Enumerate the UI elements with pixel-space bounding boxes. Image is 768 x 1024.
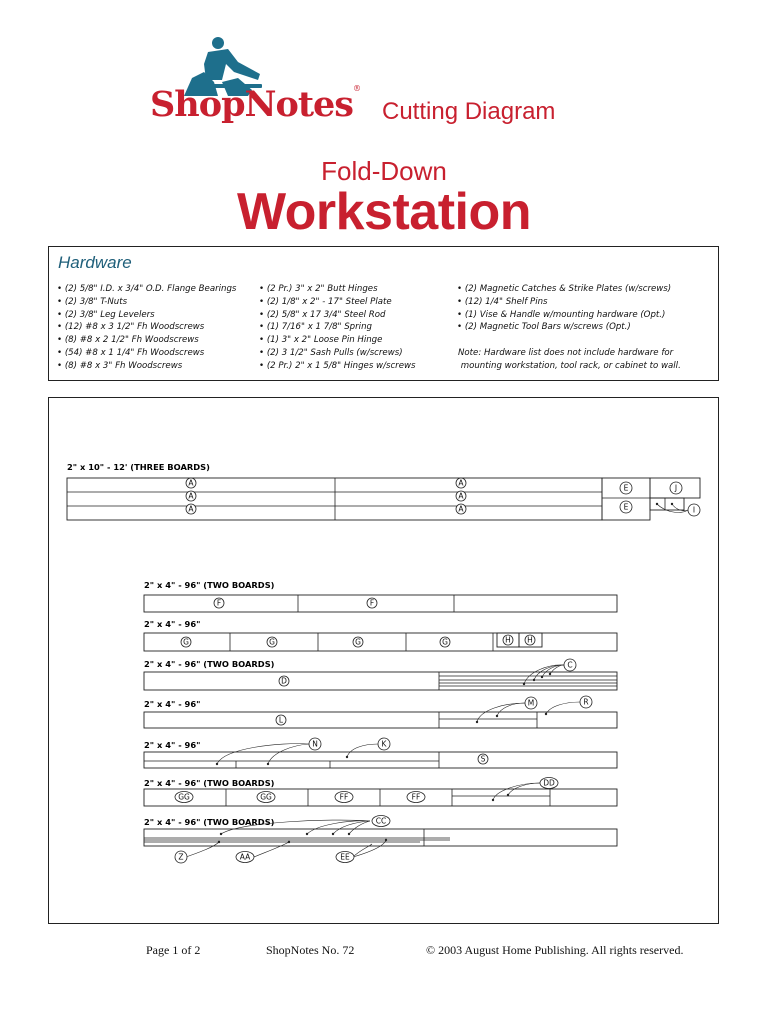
board-g	[144, 633, 617, 651]
part-ff	[407, 792, 425, 803]
board-label: 2" x 4" - 96" (TWO BOARDS)	[144, 580, 275, 590]
svg-text:DD: DD	[543, 778, 555, 788]
svg-text:A: A	[188, 478, 194, 488]
part-h	[525, 635, 535, 645]
part-gg	[175, 792, 193, 803]
svg-text:CC: CC	[375, 816, 387, 826]
board-2x10	[67, 478, 700, 520]
board-label: 2" x 4" - 96"	[144, 740, 201, 750]
part-ee	[336, 852, 354, 863]
part-e	[620, 482, 632, 494]
part-g	[440, 637, 450, 647]
svg-text:A: A	[188, 491, 194, 501]
list-item: • (1) 7/16" x 1 7/8" Spring	[259, 322, 372, 333]
svg-text:FF: FF	[339, 792, 349, 802]
list-item: • (2) 1/8" x 2" - 17" Steel Plate	[259, 296, 392, 307]
list-item: • (2) Magnetic Catches & Strike Plates (w/screws)	[457, 284, 672, 294]
part-aa	[236, 852, 254, 863]
list-item: • (8) #8 x 2 1/2" Fh Woodscrews	[57, 335, 199, 346]
part-z	[175, 851, 187, 863]
hardware-note: Note: Hardware list does not include hardware for mounting workstation, tool rack, or cabinet to wall.	[458, 348, 681, 371]
svg-text:D: D	[281, 676, 287, 686]
part-r	[580, 696, 592, 708]
hardware-title: Hardware	[58, 253, 132, 272]
list-item: • (54) #8 x 1 1/4" Fh Woodscrews	[57, 347, 205, 358]
svg-text:G: G	[269, 637, 275, 647]
part-a	[186, 491, 196, 501]
board-d	[144, 672, 617, 690]
logo-text: ShopNotes	[150, 84, 354, 125]
svg-text:K: K	[381, 739, 387, 749]
board-label: 2" x 4" - 96"	[144, 619, 201, 629]
copyright: © 2003 August Home Publishing. All rights reserved.	[426, 943, 684, 957]
svg-text:A: A	[458, 504, 464, 514]
registered-mark: ®	[353, 84, 361, 93]
svg-text:G: G	[355, 637, 361, 647]
part-cc	[372, 816, 390, 827]
board-label: 2" x 4" - 96" (TWO BOARDS)	[144, 778, 275, 788]
part-m	[525, 697, 537, 709]
list-item: • (8) #8 x 3" Fh Woodscrews	[57, 360, 183, 371]
svg-text:FF: FF	[411, 792, 421, 802]
title-line-1: Fold-Down	[321, 156, 447, 186]
svg-text:EE: EE	[340, 852, 350, 862]
part-s	[478, 754, 488, 764]
list-item: • (2) 3 1/2" Sash Pulls (w/screws)	[259, 347, 403, 358]
part-a	[456, 504, 466, 514]
board-cc	[144, 829, 617, 846]
list-item: • (2 Pr.) 2" x 1 5/8" Hinges w/screws	[259, 360, 416, 371]
svg-text:AA: AA	[239, 852, 251, 862]
board-label: 2" x 4" - 96"	[144, 699, 201, 709]
svg-text:C: C	[567, 660, 573, 670]
part-j	[670, 482, 682, 494]
part-g	[353, 637, 363, 647]
svg-text:G: G	[442, 637, 448, 647]
part-k	[378, 738, 390, 750]
svg-text:I: I	[692, 505, 696, 515]
board-gg-ff	[144, 789, 617, 806]
part-gg	[257, 792, 275, 803]
part-d	[279, 676, 289, 686]
list-item: • (1) Vise & Handle w/mounting hardware (Opt.)	[457, 309, 666, 320]
svg-text:N: N	[312, 739, 318, 749]
svg-text:E: E	[623, 502, 629, 512]
svg-text:S: S	[480, 754, 486, 764]
part-a	[456, 491, 466, 501]
part-l	[276, 715, 286, 725]
svg-text:H: H	[505, 635, 511, 645]
part-c	[564, 659, 576, 671]
svg-text:A: A	[458, 478, 464, 488]
svg-text:J: J	[674, 483, 678, 493]
part-dd	[540, 778, 558, 789]
board-label: 2" x 4" - 96" (TWO BOARDS)	[144, 817, 275, 827]
svg-text:A: A	[188, 504, 194, 514]
svg-text:A: A	[458, 491, 464, 501]
svg-text:F: F	[216, 598, 222, 608]
list-item: • (12) 1/4" Shelf Pins	[457, 296, 548, 307]
svg-text:E: E	[623, 483, 629, 493]
page-title: Workstation	[236, 183, 531, 241]
page-number: Page 1 of 2	[146, 943, 201, 957]
svg-text:R: R	[583, 697, 589, 707]
list-item: • (2) Magnetic Tool Bars w/screws (Opt.)	[457, 322, 631, 333]
svg-text:GG: GG	[178, 792, 190, 802]
part-e	[620, 501, 632, 513]
svg-text:GG: GG	[260, 792, 272, 802]
part-a	[186, 504, 196, 514]
list-item: • (12) #8 x 3 1/2" Fh Woodscrews	[57, 322, 205, 333]
part-i	[688, 504, 700, 516]
svg-text:H: H	[527, 635, 533, 645]
part-a	[186, 478, 196, 488]
part-h	[503, 635, 513, 645]
list-item: • (2) 5/8" x 17 3/4" Steel Rod	[259, 309, 386, 320]
list-item: • (2) 3/8" T-Nuts	[57, 296, 128, 307]
board-s	[144, 752, 617, 768]
list-item: • (2) 5/8" I.D. x 3/4" O.D. Flange Bearings	[57, 284, 237, 294]
part-f	[367, 598, 377, 608]
list-item: • (1) 3" x 2" Loose Pin Hinge	[259, 335, 383, 346]
part-n	[309, 738, 321, 750]
issue-number: ShopNotes No. 72	[266, 943, 355, 957]
svg-text:L: L	[278, 715, 284, 725]
list-item: • (2 Pr.) 3" x 2" Butt Hinges	[259, 284, 378, 294]
board-label: 2" x 4" - 96" (TWO BOARDS)	[144, 659, 275, 669]
part-ff	[335, 792, 353, 803]
list-item: • (2) 3/8" Leg Levelers	[57, 309, 155, 320]
board-label: 2" x 10" - 12' (THREE BOARDS)	[67, 462, 210, 472]
svg-text:Z: Z	[178, 852, 184, 862]
page-subtitle: Cutting Diagram	[382, 98, 556, 125]
svg-text:M: M	[527, 698, 535, 708]
part-a	[456, 478, 466, 488]
part-g	[267, 637, 277, 647]
svg-text:F: F	[369, 598, 375, 608]
svg-text:G: G	[183, 637, 189, 647]
part-f	[214, 598, 224, 608]
part-g	[181, 637, 191, 647]
